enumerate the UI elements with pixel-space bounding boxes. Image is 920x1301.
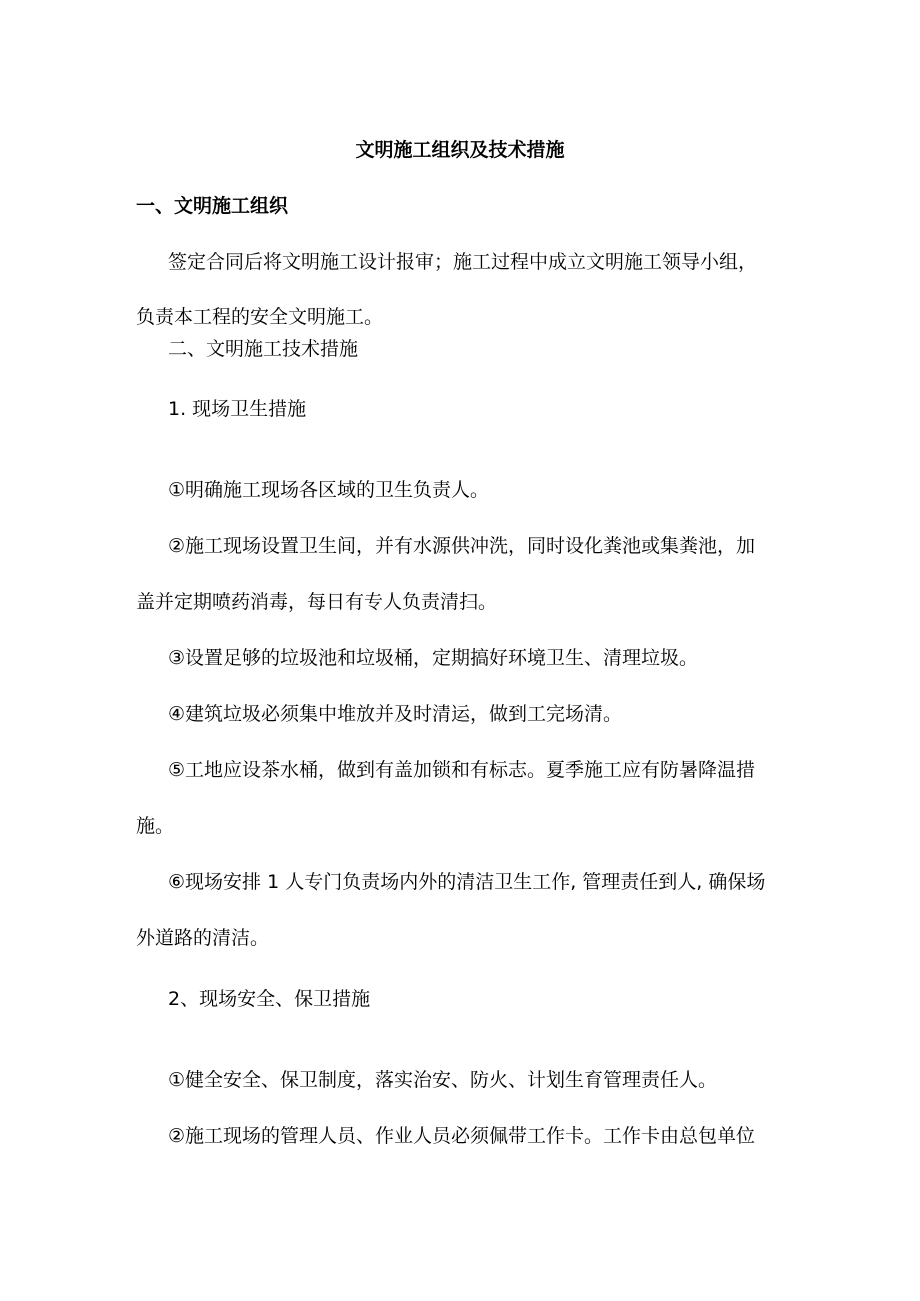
list-item: ⑥现场安排 1 人专门负责场内外的清洁卫生工作, 管理责任到人, 确保场 <box>168 871 766 893</box>
list-item-continuation: 施。 <box>136 815 175 837</box>
list-item-continuation: 盖并定期喷药消毒，每日有专人负责清扫。 <box>136 591 498 613</box>
subsection-heading-1: 1. 现场卫生措施 <box>168 398 307 420</box>
list-item: ②施工现场设置卫生间，并有水源供冲洗，同时设化粪池或集粪池，加 <box>168 535 756 557</box>
list-item: ①明确施工现场各区域的卫生负责人。 <box>168 479 490 501</box>
document-title: 文明施工组织及技术措施 <box>355 139 565 161</box>
subsection-heading-2: 2、现场安全、保卫措施 <box>168 988 371 1010</box>
section-heading-2: 二、文明施工技术措施 <box>168 338 359 360</box>
paragraph-line: 签定合同后将文明施工设计报审；施工过程中成立文明施工领导小组， <box>168 251 758 273</box>
list-item: ⑤工地应设茶水桶，做到有盖加锁和有标志。夏季施工应有防暑降温措 <box>168 759 756 781</box>
paragraph-line: 负责本工程的安全文明施工。 <box>136 306 384 328</box>
list-item: ③设置足够的垃圾池和垃圾桶，定期搞好环境卫生、清理垃圾。 <box>168 647 699 669</box>
section-heading-1: 一、文明施工组织 <box>136 195 289 217</box>
list-item: ②施工现场的管理人员、作业人员必须佩带工作卡。工作卡由总包单位 <box>168 1125 756 1147</box>
list-item-continuation: 外道路的清洁。 <box>136 927 270 949</box>
list-item: ④建筑垃圾必须集中堆放并及时清运，做到工完场清。 <box>168 703 623 725</box>
list-item: ①健全安全、保卫制度，落实治安、防火、计划生育管理责任人。 <box>168 1069 718 1091</box>
